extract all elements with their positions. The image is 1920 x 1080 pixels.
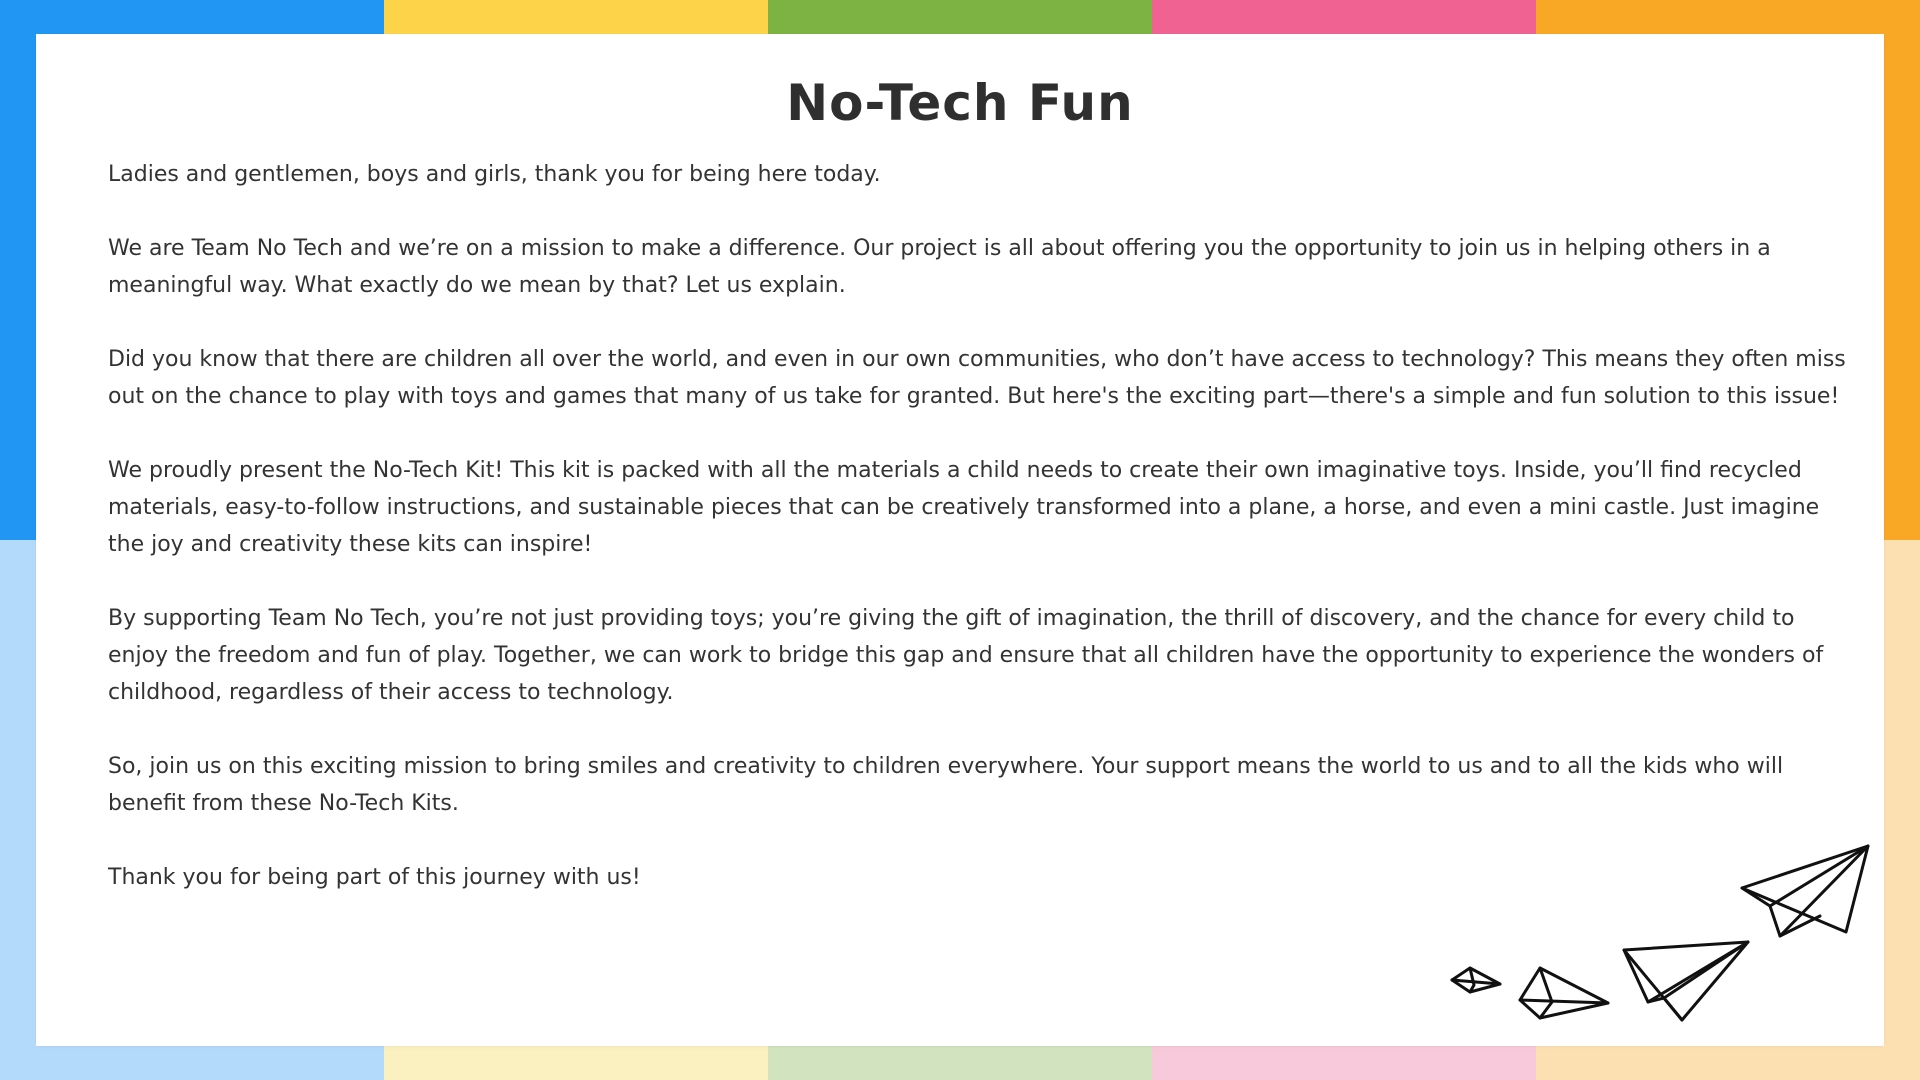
paper-plane-small-icon [1452,968,1500,992]
paragraph-call-to-action: So, join us on this exciting mission to bring smiles and creativity to children everywhere. Your support means the world to us and to all the kids who will benefit from these No-Tech Kits. [108,754,1784,816]
left-band-top [0,0,36,540]
page-title: No-Tech Fun [786,74,1134,132]
paper-plane-xlarge-icon [1742,846,1868,936]
paragraph-impact: By supporting Team No Tech, you’re not just providing toys; you’re giving the gift of imagination, the thrill of discovery, and the chance for every child to enjoy the freedom and fun of play. Together, we can work to bridge this gap and ensure that all children have the opportunity to experience the wonders of childhood, regardless of their access to technology. [108,606,1824,705]
top-band-yellow [384,0,768,34]
paper-planes-icon [1412,800,1882,1030]
paragraph-problem: Did you know that there are children all over the world, and even in our own communities, who don’t have access to technology? This means they often miss out on the chance to play with toys and games that many of us take for granted. But here's the exciting part—there's a simple and fun solution to this issue! [108,347,1846,409]
paragraph-kit: We proudly present the No-Tech Kit! This kit is packed with all the materials a child needs to create their own imaginative toys. Inside, you’ll find recycled materials, easy-to-follow instructions, and sustainable pieces that can be creatively transformed into a plane, a horse, and even a mini castle. Just imagine the joy and creativity these kits can inspire! [108,458,1820,557]
top-band-blue [0,0,384,34]
right-band-top [1884,0,1920,540]
top-band-orange [1536,0,1920,34]
bottom-band-pink [1152,1046,1536,1080]
paragraph-greeting: Ladies and gentlemen, boys and girls, thank you for being here today. [108,162,881,187]
top-band-green [768,0,1152,34]
bottom-band-blue [0,1046,384,1080]
bottom-band-orange [1536,1046,1920,1080]
top-band-pink [1152,0,1536,34]
paper-plane-large-icon [1624,942,1748,1020]
bottom-band-green [768,1046,1152,1080]
bottom-band-yellow [384,1046,768,1080]
paper-plane-medium-icon [1520,968,1608,1018]
paragraph-mission: We are Team No Tech and we’re on a mission to make a difference. Our project is all about offering you the opportunity to join us in helping others in a meaningful way. What exactly do we mean by that? Let us explain. [108,236,1771,298]
paragraph-thanks: Thank you for being part of this journey with us! [108,865,641,890]
left-band-bottom [0,540,36,1080]
right-band-bottom [1884,540,1920,1080]
